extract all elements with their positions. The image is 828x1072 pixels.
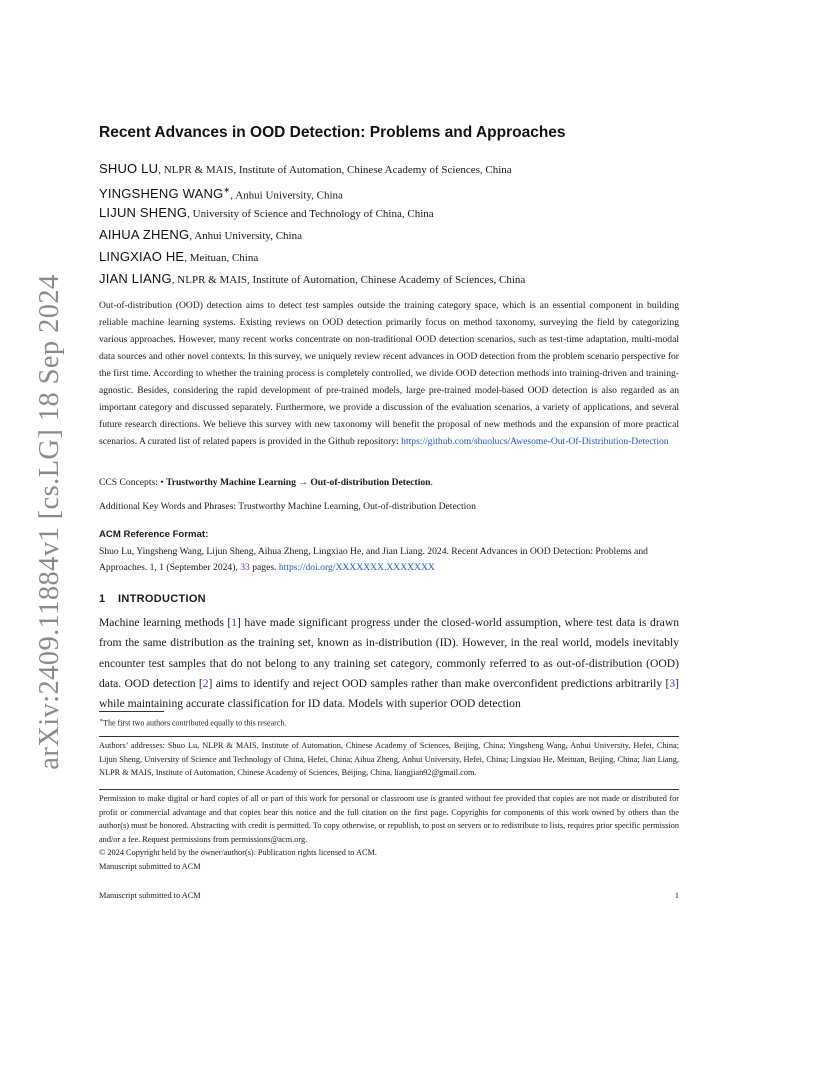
citation-link[interactable]: 3 [669, 676, 676, 690]
author-name: AIHUA ZHENG [99, 227, 190, 242]
intro-paragraph [99, 613, 679, 714]
section-heading [99, 593, 679, 605]
introduction-body [99, 613, 679, 714]
page-number: 1 [674, 891, 679, 900]
footer-manuscript-note: Manuscript submitted to ACM [99, 891, 201, 900]
author-affiliation: , University of Science and Technology of China, China [187, 208, 434, 220]
citation-link[interactable]: 1 [231, 616, 238, 629]
abstract [99, 298, 679, 451]
section-number: 1 [99, 593, 106, 605]
author-name: LIJUN SHENG [99, 205, 188, 220]
author-affiliation: , NLPR & MAIS, Institute of Automation, Chinese Academy of Sciences, China [171, 274, 526, 286]
section-title: INTRODUCTION [118, 593, 206, 605]
author-name [99, 186, 230, 201]
permissions-text: Permission to make digital or hard copies of all or part of this work for personal or classroom use is granted without fee provided that copies are not made or distributed for profit or commercial advantage and that copies bear this notice and the full citation on the first page. Copyrights for components of this work owned by others than the author(s) must be honored. Abstracting with credit is permitted. To copy otherwise, or republish, to post on servers or to redistribute to lists, requires prior specific permission and/or a fee. Request permissions from permissions@acm.org. [99, 794, 679, 844]
reference-format-heading: ACM Reference Format: [99, 529, 209, 540]
author-list [99, 160, 679, 292]
author-entry [99, 204, 679, 226]
permissions-notice [99, 792, 679, 874]
abstract-text: Out-of-distribution (OOD) detection aims to detect test samples outside the training category space, which is an essential component in building reliable machine learning systems. Existing reviews on OOD detection primarily focus on method taxonomy, surveying the field by categorizing various approaches. However, many recent works concentrate on non-traditional OOD detection scenarios, such as test-time adaptation, multi-modal data sources and other novel contexts. In this survey, we uniquely review recent advances in OOD detection from the problem scenario perspective for the first time. According to whether the training process is completely controlled, we divide OOD detection methods into training-driven and training-agnostic. Besides, considering the rapid development of pre-trained models, large pre-trained model-based OOD detection is also regarded as an important category and discussed separately. Furthermore, we provide a discussion of the evaluation scenarios, a variety of applications, and several future research directions. We believe this survey with new taxonomy will benefit the proposal of new methods and the expansion of more practical scenarios. A curated list of related papers is provided in the Github repository: [99, 300, 679, 447]
github-repository-link[interactable]: https://github.com/shuolucs/Awesome-Out-Of-Distribution-Detection [401, 435, 669, 447]
keywords: Additional Key Words and Phrases: Trustworthy Machine Learning, Out-of-distribution Detection [99, 501, 476, 512]
equal-contribution-marker[interactable]: ∗ [223, 186, 231, 195]
author-name: LINGXIAO HE [99, 249, 185, 264]
addresses-text: Authors’ addresses: Shuo Lu, NLPR & MAIS, Institute of Automation, Chinese Academy of Sciences, Beijing, China; Yingsheng Wang, Anhui University, Hefei, China; Lijun Sheng, University of Science and Technology of China, Hefei, China; Aihua Zheng, Anhui University, Hefei, China; Lingxiao He, Meituan, Beijing, China; Jian Liang, NLPR & MAIS, Institute of Automation, Chinese Academy of Sciences, Beijing, China, liangjian92@gmail.com. [99, 741, 679, 777]
reference-format-text [99, 544, 679, 577]
author-affiliation: , Anhui University, China [189, 230, 302, 242]
intro-text: ] while maintaining accurate classification for ID data. Models with superior OOD detection [99, 676, 680, 711]
copyright-line: © 2024 Copyright held by the owner/author(s). Publication rights licensed to ACM. [99, 848, 377, 858]
abstract-paragraph [99, 298, 679, 451]
ccs-label: CCS Concepts: • [99, 477, 167, 488]
intro-text: ] aims to identify and reject OOD samples rather than make overconfident predictions arbitrarily [ [208, 676, 670, 690]
reference-text: Shuo Lu, Yingsheng Wang, Lijun Sheng, Aihua Zheng, Lingxiao He, and Jian Liang. 2024. Recent Advances in OOD Detection: Problems and Approaches. 1, 1 (September 2024), [99, 545, 648, 573]
ccs-end: . [430, 477, 433, 488]
manuscript-line: Manuscript submitted to ACM [99, 861, 201, 871]
author-affiliation: , Meituan, China [184, 252, 259, 264]
author-name: JIAN LIANG [99, 271, 172, 286]
intro-text: ] have made significant progress under the closed-world assumption, where test data is drawn from the same distribution as the training set, known as in-distribution (ID). However, in the real world, models inevitably encounter test samples that do not belong to any training set category, commonly referred to as out-of-distribution (OOD) data. OOD detection [ [99, 616, 679, 690]
page-count-link[interactable]: 33 [240, 562, 250, 573]
footnote-marker: ∗ [99, 718, 104, 724]
ccs-concepts [99, 476, 679, 490]
author-name-text: YINGSHENG WANG [99, 186, 224, 202]
paper-title: Recent Advances in OOD Detection: Problems and Approaches [99, 124, 566, 141]
intro-text: Machine learning methods [ [99, 616, 232, 629]
author-addresses [99, 739, 679, 780]
ccs-concept: Trustworthy Machine Learning [166, 477, 296, 488]
author-name: SHUO LU [99, 161, 159, 176]
citation-link[interactable]: 2 [202, 676, 209, 690]
permissions-divider [99, 789, 679, 790]
ccs-arrow: → [295, 477, 311, 488]
footnote-text: The first two authors contributed equally to this research. [103, 718, 287, 728]
reference-pages-suffix: pages. [249, 562, 279, 573]
author-entry [99, 270, 679, 292]
ccs-subconcept: Out-of-distribution Detection [310, 477, 431, 488]
footnote [99, 715, 679, 730]
author-entry [99, 248, 679, 270]
author-affiliation: , NLPR & MAIS, Institute of Automation, Chinese Academy of Sciences, China [158, 164, 512, 176]
author-entry [99, 182, 679, 204]
acm-reference-format [99, 527, 679, 577]
footnote-divider [99, 711, 164, 712]
author-entry [99, 160, 679, 182]
author-affiliation: , Anhui University, China [230, 189, 343, 202]
arxiv-identifier-stamp[interactable]: arXiv:2409.11884v1 [cs.LG] 18 Sep 2024 [34, 274, 65, 770]
doi-link[interactable]: https://doi.org/XXXXXXX.XXXXXXX [278, 562, 435, 573]
addresses-divider [99, 736, 679, 737]
author-entry [99, 226, 679, 248]
